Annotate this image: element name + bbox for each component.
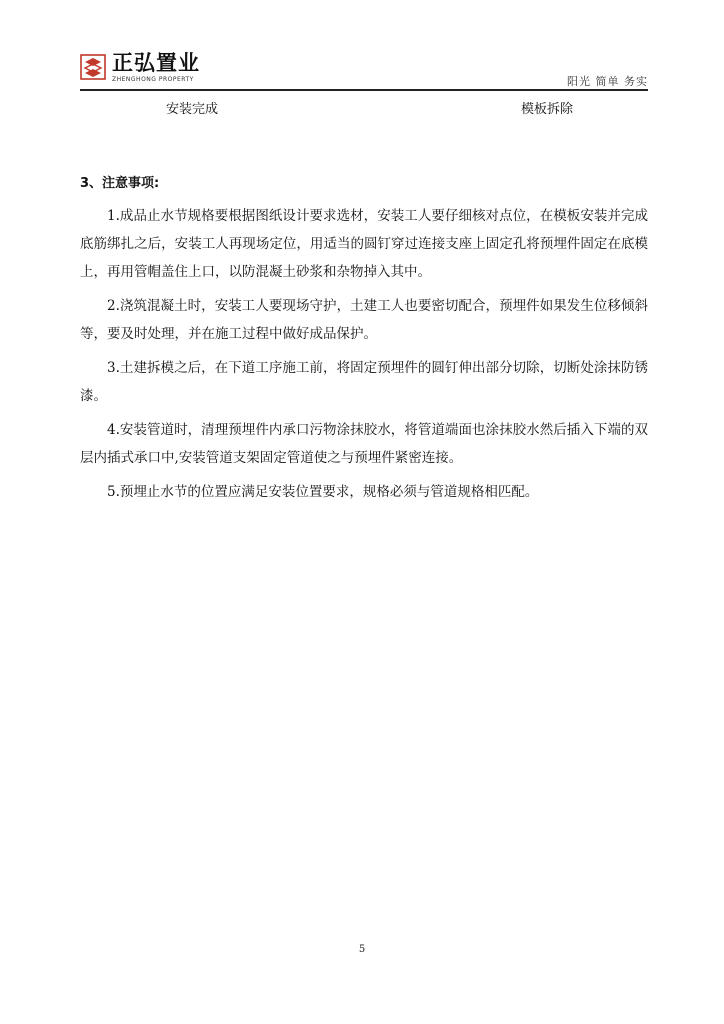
company-name: 正弘置业 (112, 51, 200, 75)
note-paragraph-5: 5.预埋止水节的位置应满足安装位置要求，规格必须与管道规格相匹配。 (107, 484, 539, 500)
zhenghong-logo-icon (80, 54, 106, 80)
notes-body (80, 202, 648, 512)
company-slogan: 阳光 简单 务实 (567, 75, 648, 88)
page-number: 5 (358, 944, 366, 955)
note-paragraph-1: 1.成品止水节规格要根据图纸设计要求选材，安装工人要仔细核对点位，在模板安装并完成底筋绑扎之后，安装工人再现场定位，用适当的圆钉穿过连接支座上固定孔将预埋件固定在底模上，再用管帽盖住上口，以防混凝土砂浆和杂物掉入其中。 (80, 208, 648, 280)
caption-install-complete: 安装完成 (166, 102, 219, 117)
note-paragraph-4: 4.安装管道时，清理预埋件内承口污物涂抹胶水，将管道端面也涂抹胶水然后插入下端的双层内插式承口中,安装管道支架固定管道使之与预埋件紧密连接。 (80, 422, 648, 466)
page-header (80, 50, 648, 90)
header-divider (80, 89, 648, 91)
note-paragraph-3: 3.土建拆模之后，在下道工序施工前，将固定预埋件的圆钉伸出部分切除，切断处涂抹防锈漆。 (80, 360, 648, 404)
note-paragraph-2: 2.浇筑混凝土时，安装工人要现场守护，土建工人也要密切配合，预埋件如果发生位移倾斜等，要及时处理，并在施工过程中做好成品保护。 (80, 298, 648, 342)
caption-formwork-removal: 模板拆除 (521, 102, 574, 117)
company-subtitle: ZHENGHONG PROPERTY (112, 76, 194, 83)
section-heading: 3、注意事项: (80, 176, 160, 191)
